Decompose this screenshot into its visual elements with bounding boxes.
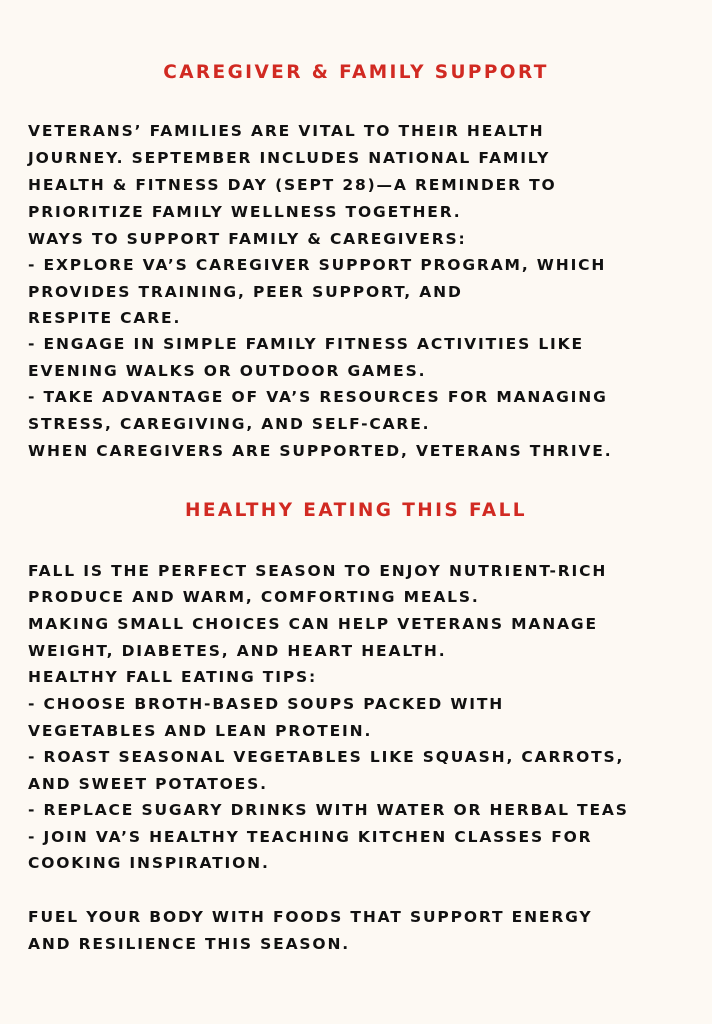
bullet-line: - TAKE ADVANTAGE OF VA’S RESOURCES FOR MANAGING (28, 388, 608, 406)
body-line: EVENING WALKS OR OUTDOOR GAMES. (28, 362, 427, 380)
body-line: PRIORITIZE FAMILY WELLNESS TOGETHER. (28, 203, 462, 221)
body-line: FUEL YOUR BODY WITH FOODS THAT SUPPORT ENERGY (28, 908, 593, 926)
body-line: FALL IS THE PERFECT SEASON TO ENJOY NUTRIENT-RICH (28, 562, 608, 580)
body-line: STRESS, CAREGIVING, AND SELF-CARE. (28, 415, 431, 433)
body-line: AND SWEET POTATOES. (28, 775, 268, 793)
body-line: WHEN CAREGIVERS ARE SUPPORTED, VETERANS THRIVE. (28, 442, 613, 460)
body-line: JOURNEY. SEPTEMBER INCLUDES NATIONAL FAMILY (28, 149, 551, 167)
body-line: PRODUCE AND WARM, COMFORTING MEALS. (28, 588, 480, 606)
body-line: AND RESILIENCE THIS SEASON. (28, 935, 351, 953)
body-line: WAYS TO SUPPORT FAMILY & CAREGIVERS: (28, 230, 467, 248)
bullet-line: - CHOOSE BROTH-BASED SOUPS PACKED WITH (28, 695, 505, 713)
body-line: RESPITE CARE. (28, 309, 182, 327)
bullet-line: - ROAST SEASONAL VEGETABLES LIKE SQUASH, CARROTS, (28, 748, 625, 766)
body-line: HEALTHY FALL EATING TIPS: (28, 668, 318, 686)
bullet-line: - EXPLORE VA’S CAREGIVER SUPPORT PROGRAM, WHICH (28, 256, 607, 274)
healthy-eating-section-heading: HEALTHY EATING THIS FALL (185, 500, 527, 521)
body-line: WEIGHT, DIABETES, AND HEART HEALTH. (28, 642, 447, 660)
body-line: VEGETABLES AND LEAN PROTEIN. (28, 722, 373, 740)
body-line: VETERANS’ FAMILIES ARE VITAL TO THEIR HEALTH (28, 122, 545, 140)
bullet-line: - JOIN VA’S HEALTHY TEACHING KITCHEN CLASSES FOR (28, 828, 593, 846)
caregiver-section-heading: CAREGIVER & FAMILY SUPPORT (163, 62, 549, 83)
body-line: HEALTH & FITNESS DAY (SEPT 28)—A REMINDER TO (28, 176, 557, 194)
body-line: PROVIDES TRAINING, PEER SUPPORT, AND (28, 283, 463, 301)
body-line: COOKING INSPIRATION. (28, 854, 270, 872)
bullet-line: - REPLACE SUGARY DRINKS WITH WATER OR HERBAL TEAS (28, 801, 629, 819)
body-line: MAKING SMALL CHOICES CAN HELP VETERANS MANAGE (28, 615, 598, 633)
bullet-line: - ENGAGE IN SIMPLE FAMILY FITNESS ACTIVITIES LIKE (28, 335, 584, 353)
